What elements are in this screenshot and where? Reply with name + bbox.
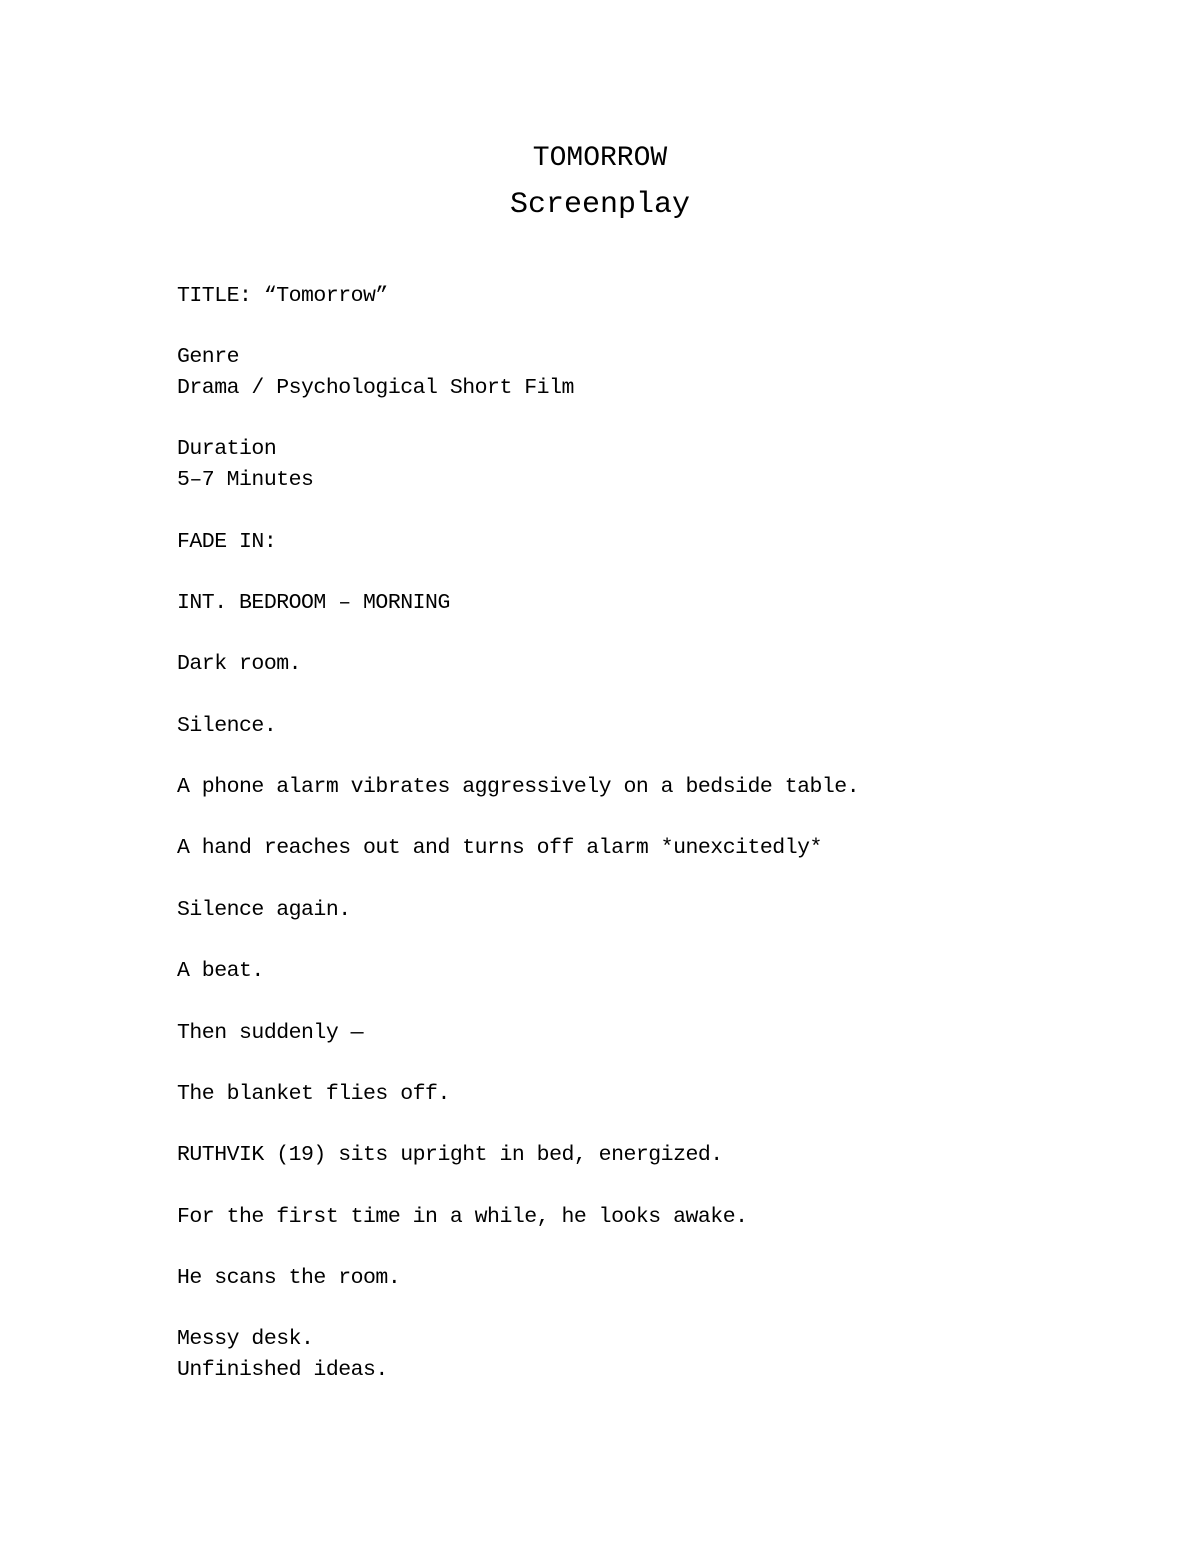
screenplay-line: The blanket flies off. <box>177 1081 450 1106</box>
screenplay-line: FADE IN: <box>177 529 277 554</box>
screenplay-line: 5–7 Minutes <box>177 468 314 493</box>
screenplay-line: Unfinished ideas. <box>177 1358 388 1383</box>
screenplay-line: RUTHVIK (19) sits upright in bed, energized. <box>177 1143 723 1168</box>
blank-line <box>177 803 1077 834</box>
document-title: TOMORROW <box>532 143 668 174</box>
blank-line <box>177 312 1077 343</box>
blank-line <box>177 925 1077 956</box>
blank-line <box>177 557 1077 588</box>
screenplay-line: He scans the room. <box>177 1266 401 1290</box>
screenplay-line: A beat. <box>177 959 264 984</box>
title-block <box>0 138 1200 230</box>
screenplay-line: Then suddenly — <box>177 1020 364 1045</box>
screenplay-line: Dark room. <box>177 652 302 677</box>
blank-line <box>177 1048 1077 1079</box>
screenplay-body <box>177 281 1077 1386</box>
blank-line <box>177 741 1077 772</box>
screenplay-line: Messy desk. <box>177 1327 314 1352</box>
screenplay-line: Genre <box>177 345 240 370</box>
blank-line <box>177 1232 1077 1263</box>
screenplay-line: Drama / Psychological Short Film <box>177 376 574 401</box>
screenplay-line: For the first time in a while, he looks awake. <box>177 1204 748 1229</box>
blank-line <box>177 496 1077 527</box>
screenplay-line: INT. BEDROOM – MORNING <box>177 590 450 615</box>
blank-line <box>177 1294 1077 1325</box>
blank-line <box>177 864 1077 895</box>
blank-line <box>177 1110 1077 1141</box>
screenplay-line: TITLE: “Tomorrow” <box>177 284 388 308</box>
screenplay-line: A hand reaches out and turns off alarm *unexcitedly* <box>177 836 822 861</box>
blank-line <box>177 404 1077 435</box>
blank-line <box>177 1171 1077 1202</box>
document-subtitle: Screenplay <box>509 188 691 222</box>
blank-line <box>177 680 1077 711</box>
screenplay-line: Silence. <box>177 713 277 738</box>
blank-line <box>177 619 1077 650</box>
screenplay-line: A phone alarm vibrates aggressively on a bedside table. <box>177 775 860 799</box>
blank-line <box>177 987 1077 1018</box>
screenplay-line: Duration <box>177 437 277 462</box>
screenplay-line: Silence again. <box>177 897 351 922</box>
